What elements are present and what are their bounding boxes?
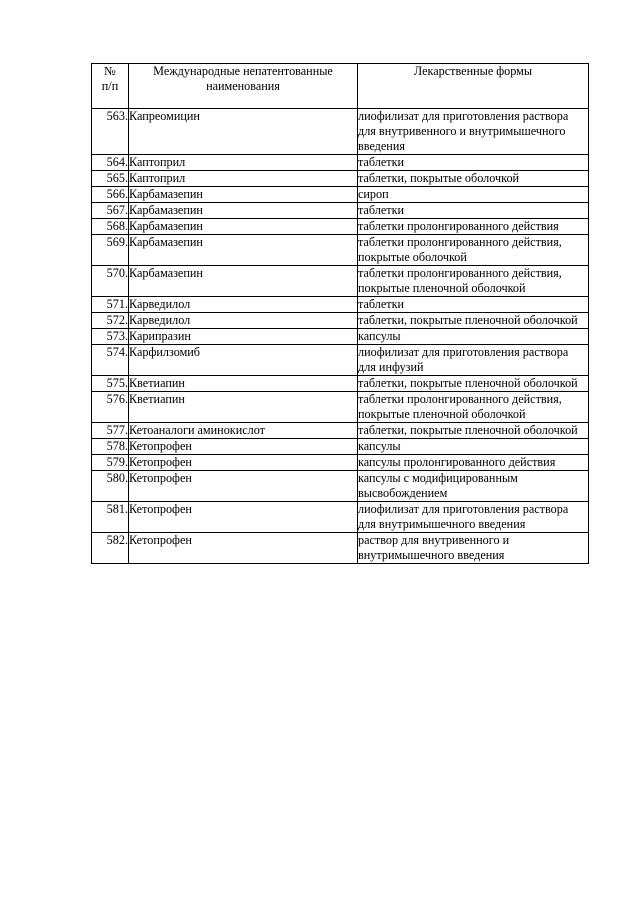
row-number: 578. [92,439,129,455]
table-row [92,471,589,502]
row-number: 566. [92,187,129,203]
row-number: 568. [92,219,129,235]
table-row [92,313,589,329]
drug-name: Карбамазепин [129,235,358,266]
drug-name: Кветиапин [129,376,358,392]
row-number: 579. [92,455,129,471]
row-number: 574. [92,345,129,376]
row-number: 581. [92,502,129,533]
drug-name: Кетопрофен [129,471,358,502]
dosage-form: капсулы [358,439,589,455]
drug-name: Капреомицин [129,109,358,155]
dosage-form: таблетки пролонгированного действия, покрытые пленочной оболочкой [358,266,589,297]
drug-name: Каптоприл [129,171,358,187]
table-row [92,423,589,439]
dosage-form: таблетки, покрытые оболочкой [358,171,589,187]
table-header-row [92,64,589,109]
row-number: 565. [92,171,129,187]
table-row [92,455,589,471]
row-number: 576. [92,392,129,423]
table-row [92,203,589,219]
dosage-form: таблетки пролонгированного действия, покрытые пленочной оболочкой [358,392,589,423]
dosage-form: таблетки, покрытые пленочной оболочкой [358,376,589,392]
table-row [92,219,589,235]
table-row [92,502,589,533]
dosage-form: лиофилизат для приготовления раствора для внутримышечного введения [358,502,589,533]
dosage-form: раствор для внутривенного и внутримышечного введения [358,533,589,564]
drug-name: Кетопрофен [129,502,358,533]
drug-name: Карбамазепин [129,219,358,235]
drug-name: Карбамазепин [129,266,358,297]
header-number-sign: № [104,64,116,78]
drug-name: Кетопрофен [129,455,358,471]
table-row [92,329,589,345]
dosage-form: таблетки пролонгированного действия [358,219,589,235]
table-row [92,297,589,313]
dosage-form: сироп [358,187,589,203]
row-number: 569. [92,235,129,266]
row-number: 564. [92,155,129,171]
drug-forms-table [91,63,589,564]
header-dosage-forms: Лекарственные формы [358,64,589,109]
header-number [92,64,129,109]
header-inn: Международные непатентованные наименования [129,64,358,109]
drug-name: Карбамазепин [129,203,358,219]
dosage-form: капсулы пролонгированного действия [358,455,589,471]
table-row [92,376,589,392]
dosage-form: капсулы с модифицированным высвобождением [358,471,589,502]
drug-name: Каптоприл [129,155,358,171]
row-number: 573. [92,329,129,345]
row-number: 572. [92,313,129,329]
dosage-form: таблетки [358,155,589,171]
drug-name: Кетоаналоги аминокислот [129,423,358,439]
drug-name: Кетопрофен [129,533,358,564]
dosage-form: таблетки, покрытые пленочной оболочкой [358,313,589,329]
dosage-form: капсулы [358,329,589,345]
row-number: 571. [92,297,129,313]
dosage-form: таблетки пролонгированного действия, покрытые оболочкой [358,235,589,266]
header-number-abbr: п/п [101,79,119,93]
drug-name: Карведилол [129,313,358,329]
row-number: 570. [92,266,129,297]
drug-name: Карипразин [129,329,358,345]
table-row [92,235,589,266]
table-row [92,439,589,455]
drug-name: Кетопрофен [129,439,358,455]
drug-name: Карбамазепин [129,187,358,203]
table-row [92,187,589,203]
row-number: 580. [92,471,129,502]
table-row [92,171,589,187]
dosage-form: лиофилизат для приготовления раствора для внутривенного и внутримышечного введения [358,109,589,155]
row-number: 582. [92,533,129,564]
dosage-form: таблетки [358,203,589,219]
table-row [92,266,589,297]
table-row [92,533,589,564]
dosage-form: таблетки [358,297,589,313]
row-number: 563. [92,109,129,155]
row-number: 567. [92,203,129,219]
table-row [92,155,589,171]
dosage-form: таблетки, покрытые пленочной оболочкой [358,423,589,439]
table-row [92,109,589,155]
dosage-form: лиофилизат для приготовления раствора для инфузий [358,345,589,376]
row-number: 577. [92,423,129,439]
table-row [92,392,589,423]
row-number: 575. [92,376,129,392]
drug-name: Карведилол [129,297,358,313]
drug-name: Кветиапин [129,392,358,423]
drug-name: Карфилзомиб [129,345,358,376]
table-row [92,345,589,376]
